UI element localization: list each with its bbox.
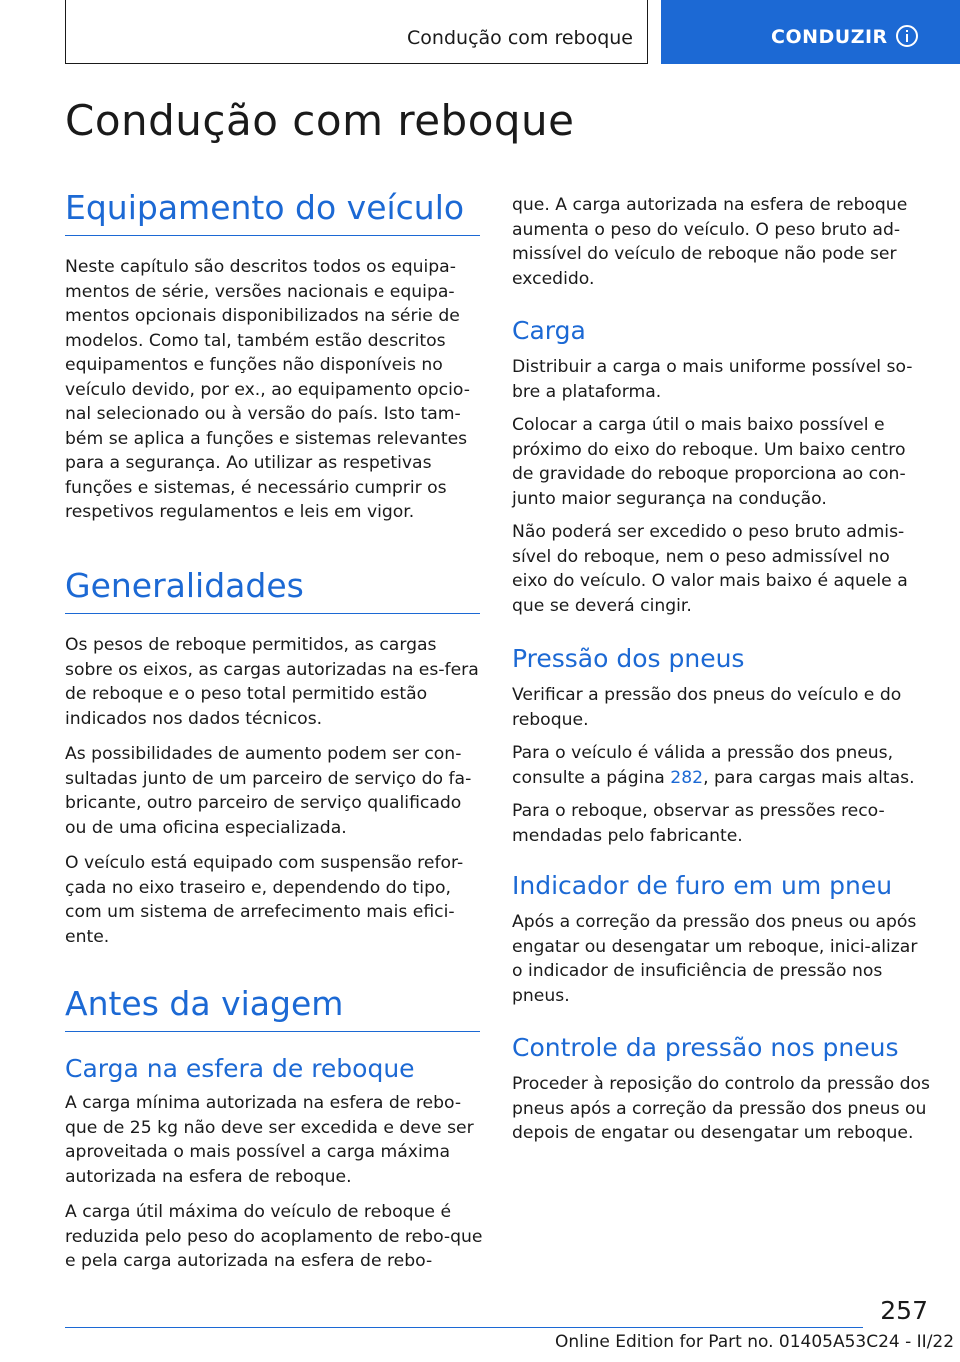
header-chapter-tab[interactable] xyxy=(661,0,960,64)
paragraph-carga-esfera-1: A carga mínima autorizada na esfera de rebo-que de 25 kg não deve ser excedida e deve ser aproveitada o mais possível a carga máxima autorizada na esfera de reboque. xyxy=(65,1093,474,1187)
page-title: Condução com reboque xyxy=(65,96,575,145)
paragraph-carga-esfera-2: A carga útil máxima do veículo de reboque é reduzida pelo peso do acoplamento de rebo-que e pela carga autorizada na esfera de rebo- xyxy=(65,1202,483,1271)
pressao-2-text-a: Para o veículo é válida a pressão dos pneus, consulte a página xyxy=(512,743,894,788)
info-icon[interactable] xyxy=(896,25,918,47)
pressao-2-text-b: , para cargas mais altas. xyxy=(703,767,915,788)
paragraph-generalidades-3: O veículo está equipado com suspensão refor-çada no eixo traseiro e, dependendo do tipo, com um sistema de arrefecimento mais efici-ente. xyxy=(65,853,464,947)
page-link-282[interactable]: 282 xyxy=(670,767,704,788)
paragraph-indicador-furo: Após a correção da pressão dos pneus ou após engatar ou desengatar um reboque, inici-alizar o indicador de insuficiência de pressão nos pneus. xyxy=(512,912,918,1006)
header-chapter-label: CONDUZIR xyxy=(771,26,888,48)
paragraph-continuation: que. A carga autorizada na esfera de reboque aumenta o peso do veículo. O peso bruto ad-missível do veículo de reboque não pode ser excedido. xyxy=(512,195,908,289)
heading-carga-esfera: Carga na esfera de reboque xyxy=(65,1054,415,1083)
heading-pressao: Pressão dos pneus xyxy=(512,644,745,673)
paragraph-carga-2: Colocar a carga útil o mais baixo possível e próximo do eixo do reboque. Um baixo centro de gravidade do reboque proporciona ao con-junto maior segurança na condução. xyxy=(512,415,906,509)
header-section-title: Condução com reboque xyxy=(407,27,633,49)
heading-indicador-furo: Indicador de furo em um pneu xyxy=(512,871,893,900)
heading-carga: Carga xyxy=(512,316,586,345)
paragraph-generalidades-2: As possibilidades de aumento podem ser con-sultadas junto de um parceiro de serviço do fa-bricante, outro parceiro de serviço qualificado ou de uma oficina especializada. xyxy=(65,744,472,838)
footer-divider xyxy=(65,1327,863,1328)
heading-equipamento: Equipamento do veículo xyxy=(65,188,480,236)
paragraph-controle-pressao: Proceder à reposição do controlo da pressão dos pneus após a correção da pressão dos pneus ou depois de engatar ou desengatar um reboque. xyxy=(512,1074,931,1143)
heading-controle-pressao: Controle da pressão nos pneus xyxy=(512,1033,899,1062)
header-section-box xyxy=(65,0,648,64)
paragraph-equipamento: Neste capítulo são descritos todos os equipa-mentos de série, versões nacionais e equipa-mentos opcionais disponibilizados na série de modelos. Como tal, também estão descritos equipamentos e funções não disponíveis no veículo devido, por ex., ao equipamento opcio-nal selecionado ou à versão do país. Isto tam-bém se aplica a funções e sistemas relevantes para a segurança. Ao utilizar as respetivas funções e sistemas, é necessário cumprir os respetivos regulamentos e leis em vigor. xyxy=(65,257,470,522)
heading-generalidades: Generalidades xyxy=(65,566,480,614)
paragraph-pressao-3: Para o reboque, observar as pressões reco-mendadas pelo fabricante. xyxy=(512,801,885,846)
footer-edition: Online Edition for Part no. 01405A53C24 - II/22 xyxy=(555,1332,955,1352)
paragraph-pressao-2 xyxy=(512,741,930,790)
paragraph-pressao-1: Verificar a pressão dos pneus do veículo e do reboque. xyxy=(512,685,902,730)
page-number: 257 xyxy=(880,1296,928,1325)
paragraph-carga-1: Distribuir a carga o mais uniforme possível so-bre a plataforma. xyxy=(512,357,913,402)
paragraph-generalidades-1: Os pesos de reboque permitidos, as cargas sobre os eixos, as cargas autorizadas na es-fera de reboque e o peso total permitido estão indicados nos dados técnicos. xyxy=(65,635,479,729)
paragraph-carga-3: Não poderá ser excedido o peso bruto admis-sível do reboque, nem o peso admissível no eixo do veículo. O valor mais baixo é aquele a que se deverá cingir. xyxy=(512,522,908,616)
heading-antes-viagem: Antes da viagem xyxy=(65,984,480,1032)
